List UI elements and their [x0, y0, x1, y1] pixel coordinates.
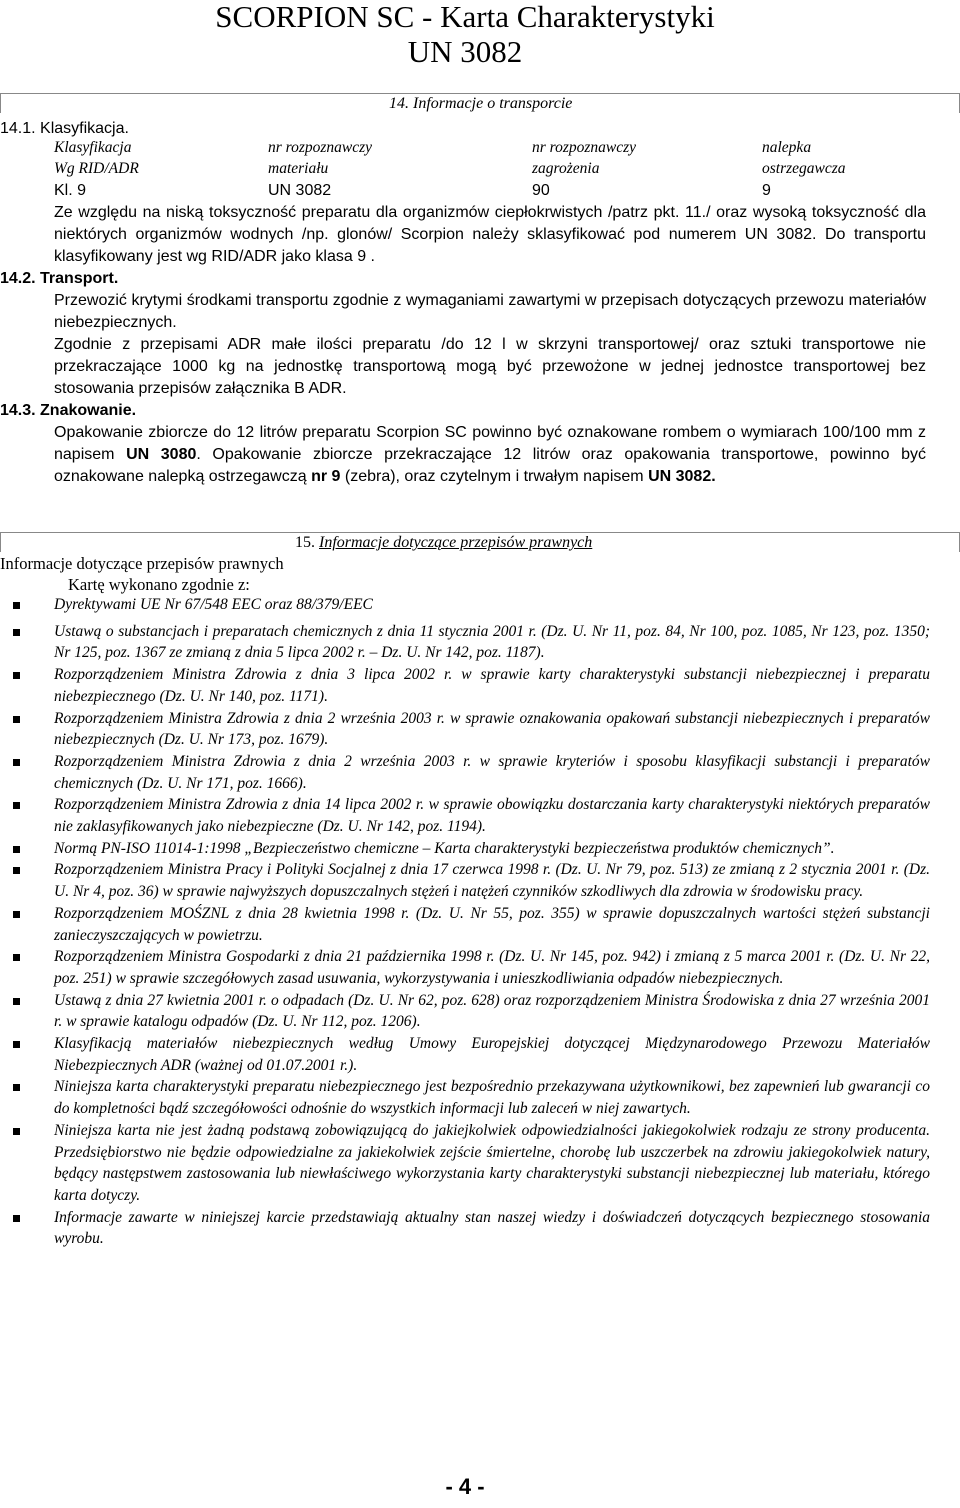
document-subtitle-un: UN 3082 [407, 34, 523, 69]
table-header-class-2: Wg RID/ADR [54, 160, 139, 177]
list-item-text: Ustawą o substancjach i preparatach chemicznych z dnia 11 stycznia 2001 r. (Dz. U. Nr 11, poz. 84, Nr 100, poz. 1085, Nr 123, poz. 1350; Nr 125, poz. 1367 ze zmianą z dnia 5 lipca 2002 r. – Dz. U. Nr 142, poz. 1187). [54, 622, 930, 662]
list-item-text: Niniejsza karta nie jest żadną podstawą zobowiązującą do jakiejkolwiek odpowiedzialności jakiegokolwiek rodzaju ze strony producenta. Przedsiębiorstwo nie będzie odpowiedzialne za jakiekolwiek zejście śmiertelne, chorobę lub uszczerbek na zdrowiu jakiegokolwiek natury, będący następstwem zastosowania lub niewłaściwego wykorzystania karty charakterystyki substancji niebezpiecznej lub materiału, którego karta dotyczy. [54, 1121, 930, 1204]
bullet-icon [13, 911, 20, 918]
section-15-heading [295, 533, 592, 552]
transport-paragraph-1: Przewozić krytymi środkami transportu zgodnie z wymaganiami zawartymi w przepisach dotyczących przewozu materiałów niebezpiecznych. [54, 292, 926, 331]
subsection-14-2-title: 14.2. Transport. [0, 270, 119, 287]
list-item-text: Ustawą z dnia 27 kwietnia 2001 r. o odpadach (Dz. U. Nr 62, poz. 628) oraz rozporządzeniem Ministra Środowiska z dnia 27 września 2001 r. w sprawie katalogu odpadów (Dz. U. Nr 112, poz. 1206). [54, 991, 930, 1031]
classification-paragraph: Ze względu na niską toksyczność preparatu dla organizmów ciepłokrwistych /patrz pkt. 11./ oraz wysoką toksyczność dla niektórych organizmów wodnych /np. glonów/ Scorpion należy sklasyfikować pod numerem UN 3082. Do transportu klasyfikowany jest wg RID/ADR jako klasa 9 . [54, 204, 926, 265]
document-title: SCORPION SC - Karta Charakterystyki [215, 0, 715, 34]
list-item [0, 664, 930, 707]
list-item [0, 794, 930, 837]
list-item-text: Rozporządzeniem Ministra Zdrowia z dnia 3 lipca 2002 r. w sprawie karty charakterystyki substancji niebezpiecznej i preparatu niebezpiecznego (Dz. U. Nr 140, poz. 1171). [54, 666, 930, 705]
legal-regulations-list [0, 594, 930, 1250]
transport-paragraph-2: Zgodnie z przepisami ADR małe ilości preparatu /do 12 l w skrzyni transportowej/ oraz sztuki transportowe nie przekraczające 1000 kg na jednostkę transportową mogą być przewożone w jednej jednostce transportowej bez stosowania przepisów załącznika B ADR. [54, 336, 926, 397]
list-item [0, 859, 930, 902]
labelling-un3080: UN 3080 [126, 446, 197, 463]
bullet-icon [13, 629, 20, 636]
list-item-text: Rozporządzeniem MOŚZNL z dnia 28 kwietnia 1998 r. (Dz. U. Nr 55, poz. 355) w sprawie dopuszczalnych wartości stężeń substancji zanieczyszczających w powietrzu. [54, 904, 930, 944]
bullet-icon [13, 867, 20, 874]
list-item-text: Rozporządzeniem Ministra Zdrowia z dnia 2 września 2003 r. w sprawie oznakowania opakowań substancji niebezpiecznych i preparatów niebezpiecznych (Dz. U. Nr 173, poz. 1679). [54, 709, 930, 749]
bullet-icon [13, 602, 20, 609]
bullet-icon [13, 1128, 20, 1135]
list-item [0, 1033, 930, 1076]
list-item-text: Dyrektywami UE Nr 67/548 EEC oraz 88/379/EEC [54, 596, 373, 613]
labelling-paragraph [54, 422, 926, 488]
bullet-icon [13, 1084, 20, 1091]
labelling-un3082: UN 3082. [648, 468, 716, 485]
table-header-material-1: nr rozpoznawczy [268, 139, 373, 156]
list-item [0, 621, 930, 664]
bullet-icon [13, 672, 20, 679]
table-header-label-2: ostrzegawcza [762, 160, 846, 177]
bullet-icon [13, 759, 20, 766]
labelling-text-a: Opakowanie zbiorcze do 12 litrów preparatu Scorpion SC powinno być oznakowane rombem o wymiarach 100/100 mm z napisem [54, 424, 926, 463]
list-item-text: Rozporządzeniem Ministra Pracy i Polityki Socjalnej z dnia 17 czerwca 1998 r. (Dz. U. Nr 79, poz. 513) ze zmianą z 2 stycznia 2001 r. (Dz. U. Nr 4, poz. 36) w sprawie najwyższych dopuszczalnych stężeń i natężeń czynników szkodliwych dla zdrowia w środowisku pracy. [54, 861, 930, 901]
list-item-text: Rozporządzeniem Ministra Gospodarki z dnia 21 października 1998 r. (Dz. U. Nr 145, poz. 942) i zmianą z 5 marca 2001 r. (Dz. U. Nr 22, poz. 251) w sprawie szczegółowych zasad usuwania, wykorzystywania i unieszkodliwiania odpadów niebezpiecznych. [54, 948, 930, 987]
list-item [0, 838, 930, 860]
bullet-icon [13, 846, 20, 853]
table-header-class-1: Klasyfikacja [54, 139, 132, 156]
list-item [0, 1207, 930, 1250]
bullet-icon [13, 802, 20, 809]
labelling-text-e: (zebra), oraz czytelnym i trwałym napisem [344, 468, 644, 485]
table-header-hazard-1: nr rozpoznawczy [532, 139, 637, 156]
table-header-label-1: nalepka [762, 139, 812, 156]
list-item-text: Niniejsza karta charakterystyki preparatu niebezpiecznego jest bezpośrednio przekazywana użytkownikowi, bez zapewnień lub gwarancji co do kompletności bądź szczegółowości odnośnie do wszystkich informacji lub zaleceń w niej zawartych. [54, 1078, 930, 1118]
list-item-text: Normą PN-ISO 11014-1:1998 „Bezpieczeństwo chemiczne – Karta charakterystyki bezpieczeństwa produktów chemicznych”. [54, 839, 835, 857]
bullet-icon [13, 954, 20, 961]
bullet-icon [13, 998, 20, 1005]
labelling-nr9: nr 9 [311, 468, 341, 485]
list-item-text: Informacje zawarte w niniejszej karcie przedstawiają aktualny stan naszej wiedzy i doświadczeń dotyczących bezpiecznego stosowania wyrobu. [54, 1208, 930, 1248]
section-14-heading: 14. Informacje o transporcie [389, 95, 573, 112]
table-cell-class: Kl. 9 [54, 182, 87, 199]
bullet-icon [13, 1215, 20, 1222]
list-item [0, 903, 930, 946]
legal-info-subtitle: Informacje dotyczące przepisów prawnych [0, 554, 284, 573]
list-item [0, 594, 930, 616]
list-item [0, 990, 930, 1033]
table-cell-label: 9 [762, 182, 771, 199]
list-item [0, 708, 930, 751]
table-cell-un-number: UN 3082 [268, 182, 332, 199]
labelling-text-c: . Opakowanie zbiorcze przekraczające 12 litrów oraz opakowania transportowe, powinno być oznakowane nalepką ostrzegawczą [54, 446, 926, 485]
page-number: - 4 - [445, 1474, 485, 1499]
table-header-hazard-2: zagrożenia [532, 160, 600, 177]
table-cell-hazard-number: 90 [532, 182, 550, 199]
subsection-14-1-title: 14.1. Klasyfikacja. [0, 120, 129, 137]
list-item [0, 1120, 930, 1207]
list-item [0, 1076, 930, 1119]
section-15-title: Informacje dotyczące przepisów prawnych [319, 534, 593, 551]
section-15-number: 15. [295, 534, 315, 551]
legal-info-subtitle-2: Kartę wykonano zgodnie z: [68, 575, 250, 594]
list-item-text: Rozporządzeniem Ministra Zdrowia z dnia 14 lipca 2002 r. w sprawie obowiązku dostarczania karty charakterystyki niektórych preparatów nie zaklasyfikowanych jako niebezpieczne (Dz. U. Nr 142, poz. 1194). [54, 796, 930, 836]
bullet-icon [13, 716, 20, 723]
list-item [0, 751, 930, 794]
bullet-icon [13, 1041, 20, 1048]
table-header-material-2: materiału [268, 160, 329, 177]
list-item [0, 946, 930, 989]
list-item-text: Klasyfikacją materiałów niebezpiecznych według Umowy Europejskiej dotyczącej Międzynarodowego Przewozu Materiałów Niebezpiecznych ADR (ważnej od 01.07.2001 r.). [54, 1035, 930, 1074]
subsection-14-3-title: 14.3. Znakowanie. [0, 402, 137, 419]
list-item-text: Rozporządzeniem Ministra Zdrowia z dnia 2 września 2003 r. w sprawie kryteriów i sposobu klasyfikacji substancji i preparatów chemicznych (Dz. U. Nr 171, poz. 1666). [54, 752, 930, 792]
